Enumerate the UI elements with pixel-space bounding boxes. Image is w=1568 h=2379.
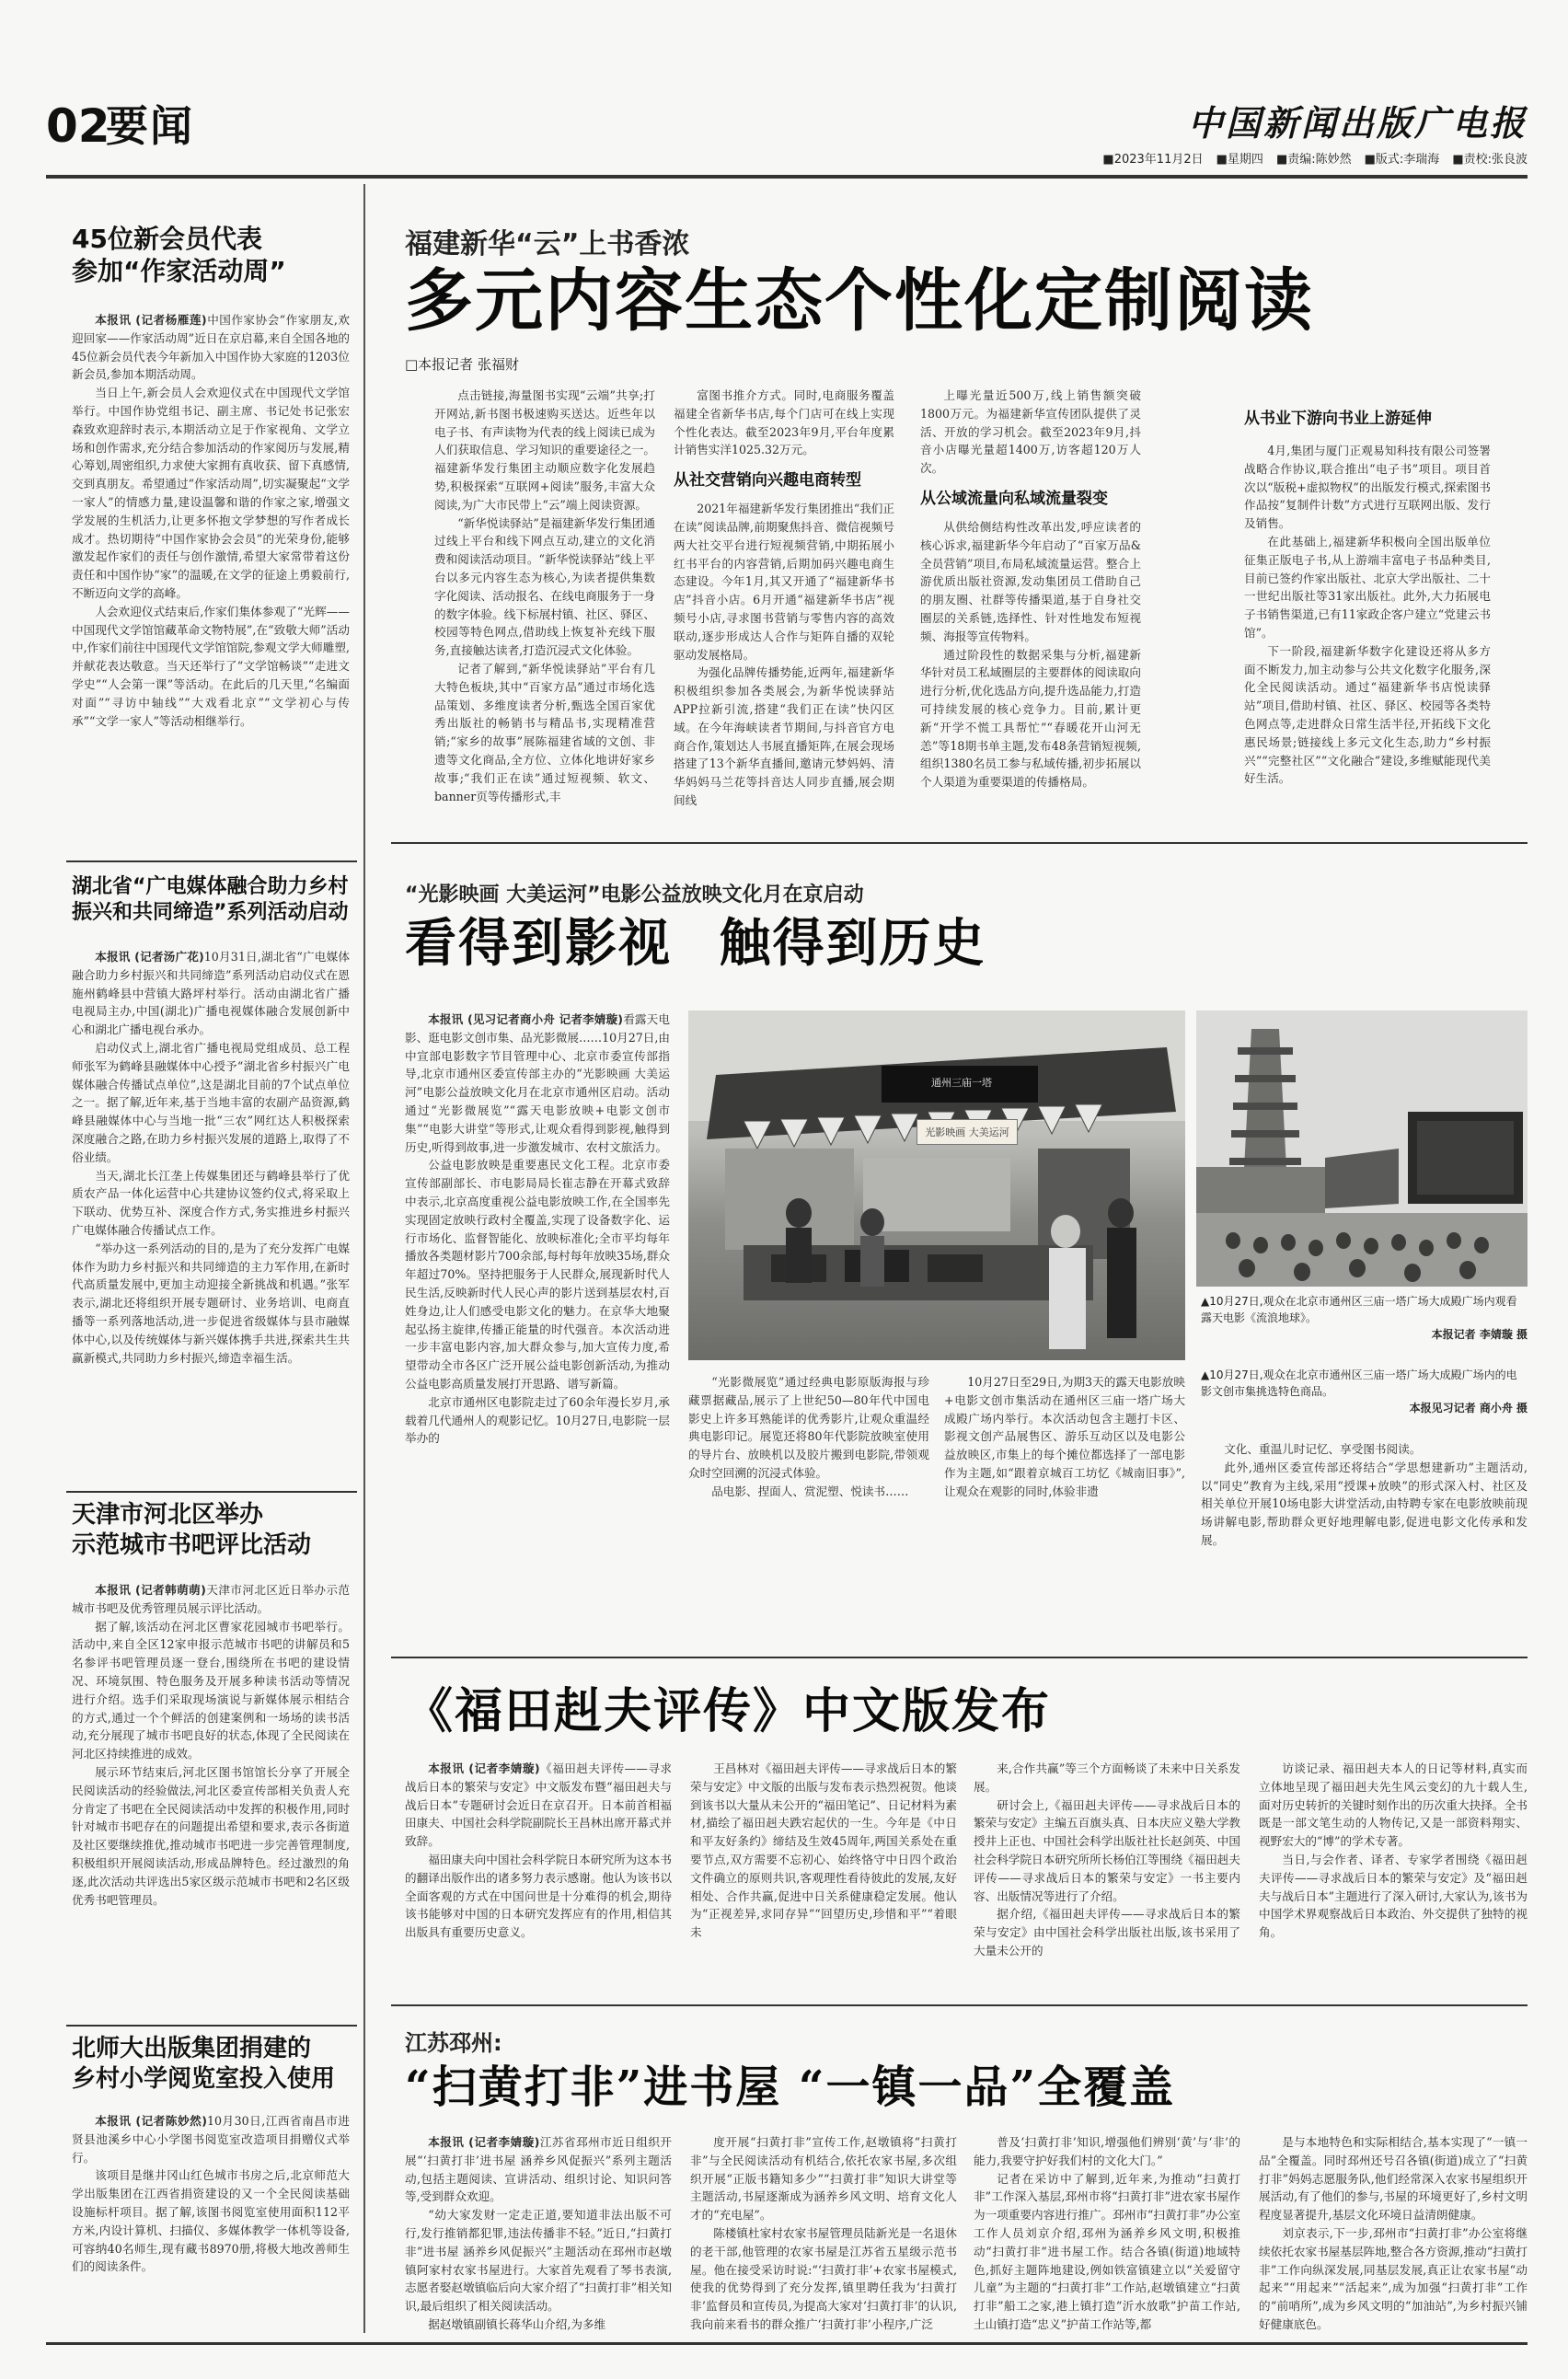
main2-kicker: “光影映画 大美运河”电影公益放映文化月在京启动 bbox=[405, 883, 864, 907]
main3-col3: 来,合作共赢”等三个方面畅谈了未来中日关系发展。 研讨会上,《福田赳夫评传——寻求战后日本的繁荣与安定》主编五百旗头真、日本庆应义塾大学教授井上正也、中国社会科学出版社社长赵剑英、中国社会科学院日本研究所所长杨伯江等围绕《福田赳夫评传——寻求战后日本的繁荣与安定》一书主要内容、出版情况等进行了介绍。 据介绍,《福田赳夫评传——寻求战后日本的繁荣与安定》由中国社会科学出版社出版,该书采用了大量未公开的 bbox=[974, 1761, 1240, 1957]
photo-film-market bbox=[688, 1010, 1185, 1360]
photo1-stall-sign: 光影映画 大美运河 bbox=[917, 1119, 1018, 1145]
main3-bottom-rule bbox=[391, 2004, 1528, 2006]
photo2-credit: 本报记者 李婧璇 摄 bbox=[1431, 1328, 1528, 1341]
left-article-2-body: 本报讯 (记者汤广花)10月31日,湖北省“广电媒体融合助力乡村振兴和共同缔造”系列活动启动仪式在恩施州鹤峰县中营镇大路坪村举行。活动由湖北省广播电视局主办,中国(湖北)广播电视媒体融合发展创新中心和湖北广播电视台承办。 启动仪式上,湖北省广播电视局党组成员、总工程师张军为鹤峰县融媒体中心授予“湖北省乡村振兴广电媒体融合传播试点单位”,这是湖北目前的7个试点单位之一。据了解,近年来,基于当地丰富的农副产品资源,鹤峰县融媒体中心与当地一批“三农”网红达人积极探索深度融合之路,在助力乡村振兴发展的道路上,取得了不俗业绩。 当天,湖北长江垄上传媒集团还与鹤峰县举行了优质农产品一体化运营中心共建协议签约仪式,将采取上下联动、优势互补、深度合作方式,务实推进乡村振兴广电媒体融合传播试点工作。 “举办这一系列活动的目的,是为了充分发挥广电媒体作为助力乡村振兴和共同缔造的主力军作用,在新时代高质量发展中,更加主动迎接全新挑战和机遇。”张军表示,湖北还将组织开展专题研讨、业务培训、电商直播等一系列落地活动,进一步促进省级媒体与县市融媒体中心,以及传统媒体与新兴媒体携手共进,探索共生共赢新模式,共同助力乡村振兴,缔造幸福生活。 bbox=[72, 950, 350, 1365]
main1-col1: 点击链接,海量图书实现“云端”共享;打开网站,新书图书极速购买送达。近些年以电子书、有声读物为代表的线上阅读已成为人们获取信息、学习知识的重要途径之一。福建新华发行集团主动顺应数字化发展趋势,积极探索“互联网+阅读”服务,丰富大众阅读,为广大市民带上“云”端上阅读资源。 “新华悦读驿站”是福建新华发行集团通过线上平台和线下网点互动,建立的文化消费和阅读活动项目。“新华悦读驿站”线上平台以多元内容生态为核心,为读者提供集数字化阅读、活动报名、在线电商服务于一身的数字体验。线下标展村镇、社区、驿区、校园等特色网点,借助线上恢复补充线下服务,直接触达读者,打造沉浸式文化体验。 记者了解到,“新华悦读驿站”平台有几大特色板块,其中“百家方品”通过市场化选品策划、多维度读者分析,甄选全国百家优秀出版社的畅销书与精品书,实现精准营销;“家乡的故事”展陈福建省域的文创、非遗等文化商品,全方位、立体化地讲好家乡故事;“我们正在读”通过短视频、软文、banner页等传播形式,丰 bbox=[434, 388, 655, 803]
main4-col2: 度开展“扫黄打非”宣传工作,赵墩镇将“扫黄打非”与全民阅读活动有机结合,依托农家书屋,多次组织开展“正版书籍知多少”“扫黄打非”知识大讲堂等主题活动,书屋逐渐成为涵养乡风文明、培育文化人才的“充电屋”。 陈楼镇杜家村农家书屋管理员陆新光是一名退休的老干部,他管理的农家书屋是江苏省五星级示范书屋。他在接受采访时说:“‘扫黄打非’+农家书屋模式,使我的优势得到了充分发挥,镇里聘任我为‘扫黄打非’监督员和宣传员,为提高大家对‘扫黄打非’的认识,我向前来看书的群众推广‘扫黄打非’小程序,广泛 bbox=[690, 2135, 957, 2331]
main3-col1: 本报讯 (记者李婧璇)《福田赳夫评传——寻求战后日本的繁荣与安定》中文版发布暨“福田赳夫与战后日本”专题研讨会近日在京召开。日本前首相福田康夫、中国社会科学院副院长王昌林出席开幕式并致辞。 福田康夫向中国社会科学院日本研究所为这本书的翻译出版作出的诸多努力表示感谢。他认为该书以全面客观的方式在中国问世是十分难得的机会,期待该书能够对中国的日本研究发挥应有的作用,相信其出版具有重要历史意义。 bbox=[405, 1761, 672, 1940]
main1-subhead-1: 从社交营销向兴趣电商转型 bbox=[674, 471, 861, 491]
main4-kicker: 江苏邳州: bbox=[405, 2030, 502, 2056]
photo1-credit: 本报见习记者 商小舟 摄 bbox=[1409, 1402, 1528, 1415]
left-article-3-body: 本报讯 (记者韩萌萌)天津市河北区近日举办示范城市书吧及优秀管理员展示评比活动。 据了解,该活动在河北区曹家花园城市书吧举行。活动中,来自全区12家申报示范城市书吧的讲解员和5名参评书吧管理员逐一登台,围绕所在书吧的建设情况、环境氛围、特色服务及开展多种读书活动等情况进行介绍。选手们采取现场演说与新媒体展示相结合的方式,通过一个个鲜活的创建案例和一场场的读书活动,充分展现了城市书吧良好的状态,体现了全民阅读在河北区持续推进的成效。 展示环节结束后,河北区图书馆馆长分享了开展全民阅读活动的经验做法,河北区委宣传部相关负责人充分肯定了书吧在全民阅读活动中发挥的积极作用,同时针对城市书吧存在的问题提出希望和要求,表示各街道及社区要继续推优,推动城市书吧进一步完善管理制度,积极组织开展阅读活动,形成品牌特色。经过激烈的角逐,此次活动共评选出5家区级示范城市书吧和2名区级优秀书吧管理员。 bbox=[72, 1583, 350, 1907]
paper-logo: 中国新闻出版广电报 bbox=[1187, 102, 1528, 144]
screening-scene-illustration bbox=[1196, 1010, 1528, 1287]
main2-col4: 文化、重温儿时记忆、享受图书阅读。 此外,通州区委宣传部还将结合“学思想建新功”主题活动,以“同史”教育为主线,采用“授课+放映”的形式深入村、社区及相关单位开展10场电影大讲堂活动,由特聘专家在电影放映前现场讲解电影,帮助群众更好地理解电影,促进电影文化传承和发展。 bbox=[1201, 1442, 1528, 1547]
main1-subhead-2: 从公域流量向私域流量裂变 bbox=[920, 489, 1108, 508]
left-article-1-body: 本报讯 (记者杨雁莲)中国作家协会“作家朋友,欢迎回家——作家活动周”近日在京启幕,来自全国各地的45位新会员代表今年新加入中国作协大家庭的1203位新会员,参加本期活动周。 当日上午,新会员人会欢迎仪式在中国现代文学馆举行。中国作协党组书记、副主席、书记处书记张宏森致欢迎辞时表示,本期活动立足于作家视角、文学立场和创作需求,充分结合参加活动的作家阅历与发展,精心筹划,周密组织,力求使大家拥有真收获、留下真感情,交到真朋友。希望通过“作家活动周”,切实凝聚起“文学一家人”的情感力量,建设温馨和谐的作家之家,增强文学发展的生机活力,让更多怀抱文学梦想的写作者成长成才。热切期待“中国作家协会会员”的光荣身份,能够激发起作家们的责任与创作激情,希望大家常带着这份责任和中国作协“家”的温暖,在文学的征途上勇毅前行,不断迈向文学的高峰。 人会欢迎仪式结束后,作家们集体参观了“光辉——中国现代文学馆馆藏革命文物特展”,在“致敬大师”活动中,作家们前往中国现代文学馆馆院,参观文学大师雕塑,并献花表达敬意。当天还举行了“文学馆畅谈”“走进文学史”“人会第一课”等活动。在此后的几天里,“名编面对面”“寻访中轴线”“大戏看北京”“文学初心与传承”“文学一家人”等活动相继举行。 bbox=[72, 313, 350, 728]
left-article-4-title: 北师大出版集团捐建的 乡村小学阅览室投入使用 bbox=[72, 2035, 336, 2093]
issue-proof: ■责校:张良波 bbox=[1452, 152, 1528, 167]
main3-title: 《福田赳夫评传》中文版发布 bbox=[405, 1683, 1052, 1739]
left-divider-2 bbox=[66, 1491, 357, 1493]
left-column-divider bbox=[363, 184, 365, 2333]
photo1-caption: ▲10月27日,观众在北京市通州区三庙一塔广场大成殿广场内的电影文创市集挑选特色商品。 本报见习记者 商小舟 摄 bbox=[1201, 1369, 1528, 1415]
main3-col4: 访谈记录、福田赳夫本人的日记等材料,真实而立体地呈现了福田赳夫先生风云变幻的九十载人生,面对历史转折的关键时刻作出的历次重大抉择。全书既是一部文笔生动的人物传记,又是一部资料翔实、视野宏大的“博”的学术专著。 当日,与会作者、译者、专家学者围绕《福田赳夫评传——寻求战后日本的繁荣与安定》及“福田赳夫与战后日本”主题进行了深入研讨,大家认为,该书为中国学术界观察战后日本政治、外交提供了独特的视角。 bbox=[1259, 1761, 1528, 1940]
issue-layout: ■版式:李瑞海 bbox=[1364, 152, 1440, 167]
photo1-banner: 通州三庙一塔 bbox=[931, 1077, 992, 1089]
photo2-caption: ▲10月27日,观众在北京市通州区三庙一塔广场大成殿广场内观看露天电影《流浪地球》。 本报记者 李婧璇 摄 bbox=[1201, 1295, 1528, 1341]
main2-col3: 10月27日至29日,为期3天的露天电影放映+电影文创市集活动在通州区三庙一塔广场大成殿广场内举行。本次活动包含主题打卡区、影视文创产品展售区、游乐互动区以及电影公益放映区,市集上的每个摊位都选择了一部电影作为主题,如“跟着京城百工坊忆《城南旧事》”,让观众在观影的同时,体验非遗 bbox=[944, 1375, 1185, 1498]
main1-bottom-rule bbox=[391, 842, 1528, 844]
main4-title: “扫黄打非”进书屋 “一镇一品”全覆盖 bbox=[405, 2061, 1176, 2113]
masthead-rule bbox=[46, 175, 1528, 179]
photo-outdoor-screening bbox=[1196, 1010, 1528, 1287]
main2-col2: “光影微展览”通过经典电影原版海报与珍藏票据藏品,展示了上世纪50—80年代中国电影史上许多耳熟能详的优秀影片,让观众重温经典电影印记。展览还将80年代影院放映室使用的导片台、放映机以及胶片搬到电影院,带领观众时空回溯的沉浸式体验。 品电影、捏面人、赏泥塑、悦读书…… bbox=[688, 1375, 929, 1498]
main1-kicker: 福建新华“云”上书香浓 bbox=[405, 228, 690, 260]
issue-info-bar bbox=[985, 147, 1528, 167]
left-divider-1 bbox=[66, 860, 357, 862]
main4-col3: 普及‘扫黄打非’知识,增强他们辨别‘黄’与‘非’的能力,我要守护好我们村的文化大门。” 记者在采访中了解到,近年来,为推动“扫黄打非”工作深入基层,邳州市将“扫黄打非”进农家书屋作为一项重要内容进行推广。邳州市“扫黄打非”办公室工作人员刘京介绍,邳州为涵养乡风文明,积极推动“扫黄打非”进书屋工作。结合各镇(街道)地域特色,抓好主题阵地建设,例如铁富镇建立以“关爱留守儿童”为主题的“扫黄打非”工作站,赵墩镇建立“扫黄打非”船工之家,港上镇打造“沂水放歌”护苗工作站,土山镇打造“忠义”护苗工作站等,都 bbox=[974, 2135, 1240, 2331]
main2-bottom-rule bbox=[391, 1657, 1528, 1658]
page-number: 02 bbox=[46, 99, 110, 153]
main1-title: 多元内容生态个性化定制阅读 bbox=[405, 261, 1314, 341]
page-bottom-rule bbox=[46, 2342, 1528, 2345]
market-scene-illustration bbox=[688, 1010, 1185, 1360]
main1-col2: 富图书推介方式。同时,电商服务覆盖福建全省新华书店,每个门店可在线上实现个性化表达。截至2023年9月,平台年度累计销售实洋1025.32万元。 从社交营销向兴趣电商转型 2021年福建新华发行集团推出“我们正在读”阅读品牌,前期聚焦抖音、微信视频号两大社交平台进行短视频营销,中期拓展小红书平台的内容营销,后期加码兴趣电商生态建设。今年1月,其又开通了“福建新华书店”抖音小店。6月开通“福建新华书店”视频号小店,寻求图书营销与零售内容的高效联动,逐步形成达人合作与矩阵自播的双轮驱动发展格局。 为强化品牌传播势能,近两年,福建新华积极组织参加各类展会,为新华悦读驿站APP拉新引流,搭建“我们正在读”快闪区域。在今年海峡读者节期间,与抖音官方电商合作,策划达人书展直播矩阵,在展会现场搭建了13个新华直播间,邀请元梦妈妈、清华妈妈马兰花等抖音达人同步直播,展会期间线 bbox=[674, 388, 894, 807]
main3-col2: 王昌林对《福田赳夫评传——寻求战后日本的繁荣与安定》中文版的出版与发布表示热烈祝贺。他谈到该书以大量从未公开的“福田笔记”、日记材料为素材,描绘了福田赳夫跌宕起伏的一生。今年是《中日和平友好条约》缔结及生效45周年,两国关系处在重要节点,双方需要不忘初心、始终恪守中日四个政治文件确立的原则共识,客观理性看待彼此的发展,友好相处、合作共赢,促进中日关系健康稳定发展。他认为“正视差异,求同存异”“回望历史,珍惜和平”“着眼未 bbox=[690, 1761, 957, 1940]
left-article-4-body: 本报讯 (记者陈妙然)10月30日,江西省南昌市进贤县池溪乡中心小学图书阅览室改造项目捐赠仪式举行。 该项目是继井冈山红色城市书房之后,北京师范大学出版集团在江西省捐资建设的又一个全民阅读基础设施标杆项目。据了解,该图书阅览室使用面积112平方米,内设计算机、扫描仪、多媒体教学一体机等设备,可容纳40名师生,现有藏书8970册,将极大地改善师生们的阅读条件。 bbox=[72, 2114, 350, 2274]
left-article-3-title: 天津市河北区举办 示范城市书吧评比活动 bbox=[72, 1501, 312, 1559]
main1-byline: □本报记者 张福财 bbox=[405, 356, 519, 373]
issue-editor: ■责编:陈妙然 bbox=[1275, 152, 1352, 167]
main4-col4: 是与本地特色和实际相结合,基本实现了“一镇一品”全覆盖。同时邳州还号召各镇(街道)成立了“扫黄打非”妈妈志愿服务队,他们经常深入农家书屋组织开展活动,有了他们的参与,书屋的环境更好了,乡村文明程度显著提升,基层文化环境日益清朗健康。 刘京表示,下一步,邳州市“扫黄打非”办公室将继续依托农家书屋基层阵地,整合各方资源,推动“扫黄打非”工作向纵深发展,同基层发展,真正让农家书屋“动起来”“用起来”“活起来”,成为加强“扫黄打非”工作的“前哨所”,成为乡风文明的“加油站”,为乡村振兴铺好健康底色。 bbox=[1259, 2135, 1528, 2331]
left-divider-3 bbox=[66, 2025, 357, 2027]
left-article-1-title: 45位新会员代表 参加“作家活动周” bbox=[72, 224, 286, 286]
main2-col1: 本报讯 (见习记者商小舟 记者李婧璇)看露天电影、逛电影文创市集、品光影微展……10月27日,由中宣部电影数字节目管理中心、北京市委宣传部指导,北京市通州区委宣传部主办的“光影映画 大美运河”电影公益放映文化月在北京市通州区启动。活动通过“光影微展览”“露天电影放映+电影文创市集”“电影大讲堂”等形式,让观众看得到影视,触得到历史,听得到故事,进一步激发城市、农村文旅活力。 公益电影放映是重要惠民文化工程。北京市委宣传部副部长、市电影局局长崔志静在开幕式致辞中表示,北京高度重视公益电影放映工作,在全国率先实现固定放映行政村全覆盖,实现了设备数字化、运行市场化、监督智能化、放映标准化;全市平均每年播放各类题材影片700余部,每村每年放映35场,群众年超过70%。坚持把服务于人民群众,展现新时代人民生活,反映新时代人民心声的影片送到基层农村,百姓身边,让人们感受电影文化的魅力。在京华大地聚起弘扬主旋律,传播正能量的时代强音。本次活动进一步丰富电影内容,加大群众参与,加大宣传力度,希望带动全市各区广泛开展公益电影创新活动,为推动公益电影高质量发展打开思路、谱写新篇。 北京市通州区电影院走过了60余年漫长岁月,承载着几代通州人的观影记忆。10月27日,电影院一层举办的 bbox=[405, 1012, 670, 1446]
issue-weekday: ■星期四 bbox=[1216, 152, 1263, 167]
left-article-2-title: 湖北省“广电媒体融合助力乡村 振兴和共同缔造”系列活动启动 bbox=[72, 875, 349, 924]
main1-subhead-3: 从书业下游向书业上游延伸 bbox=[1244, 410, 1432, 428]
main2-title: 看得到影视 触得到历史 bbox=[405, 913, 986, 974]
main1-col3: 上曝光量近500万,线上销售额突破1800万元。为福建新华宣传团队提供了灵活、开放的学习机会。截至2023年9月,抖音小店曝光量超1400万,访客超120万人次。 从公域流量向私域流量裂变 从供给侧结构性改革出发,呼应读者的核心诉求,福建新华今年启动了“百家万品&全员营销”项目,布局私域流量运营。整合上游优质出版社资源,发动集团员工借助自己的朋友圈、社群等传播渠道,基于自身社交圈层的关系链,选择性、针对性地发布短视频、海报等宣传物料。 通过阶段性的数据采集与分析,福建新华针对员工私域圈层的主要群体的阅读取向进行分析,优化选品方向,提升选品能力,打造可持续发展的核心竞争力。目前,累计更新“开学不慌工具帮忙”“春暖花开山河无恙”等18期书单主题,发布48条营销短视频,组织1380名员工参与私域传播,初步拓展以个人渠道为重要渠道的传播格局。 bbox=[920, 388, 1141, 790]
main4-col1: 本报讯 (记者李婧璇)江苏省邳州市近日组织开展“‘扫黄打非’进书屋 涵养乡风促振兴”系列主题活动,包括主题阅读、宣讲活动、组织讨论、知识问答等,受到群众欢迎。 “幼大家发财一定走正道,要知道非法出版不可行,发行推销都犯罪,违法传播非不轻。”近日,“扫黄打非”进书屋 涵养乡风促振兴”主题活动在邳州市赵墩镇阿家村农家书屋进行。大家首先观看了琴书表演,志愿者娶赵墩镇临后向大家介绍了“扫黄打非”相关知识,最后组织了相关阅读活动。 据赵墩镇副镇长蒋华山介绍,为多维 bbox=[405, 2135, 672, 2331]
main1-col4: 从书业下游向书业上游延伸 4月,集团与厦门正观易知科技有限公司签署战略合作协议,联合推出“电子书”项目。项目首次以“版税+虚拟物权”的出版发行模式,探索图书作品按“复制件计数”方式进行互联网出版、发行及销售。 在此基础上,福建新华积极向全国出版单位征集正版电子书,从上游端丰富电子书品种类目,目前已签约作家出版社、北京大学出版社、二十一世纪出版社等31家出版社。此外,大力拓展电子书销售渠道,已有11家政企客户建立“党建云书馆”。 下一阶段,福建新华数字化建设还将从多方面不断发力,加主动参与公共文化数字化服务,深化全民阅读活动。通过“福建新华书店悦读驿站”项目,借助村镇、社区、驿区、校园等各类特色网点等,走进群众日常生活半径,开拓线下文化惠民场景;链接线上多元文化生态,助力“乡村振兴”“完整社区”“文化融合”建设,多维赋能现代美好生活。 bbox=[1244, 405, 1491, 833]
section-title: 要闻 bbox=[106, 101, 194, 151]
issue-date: ■2023年11月2日 bbox=[1102, 152, 1204, 167]
